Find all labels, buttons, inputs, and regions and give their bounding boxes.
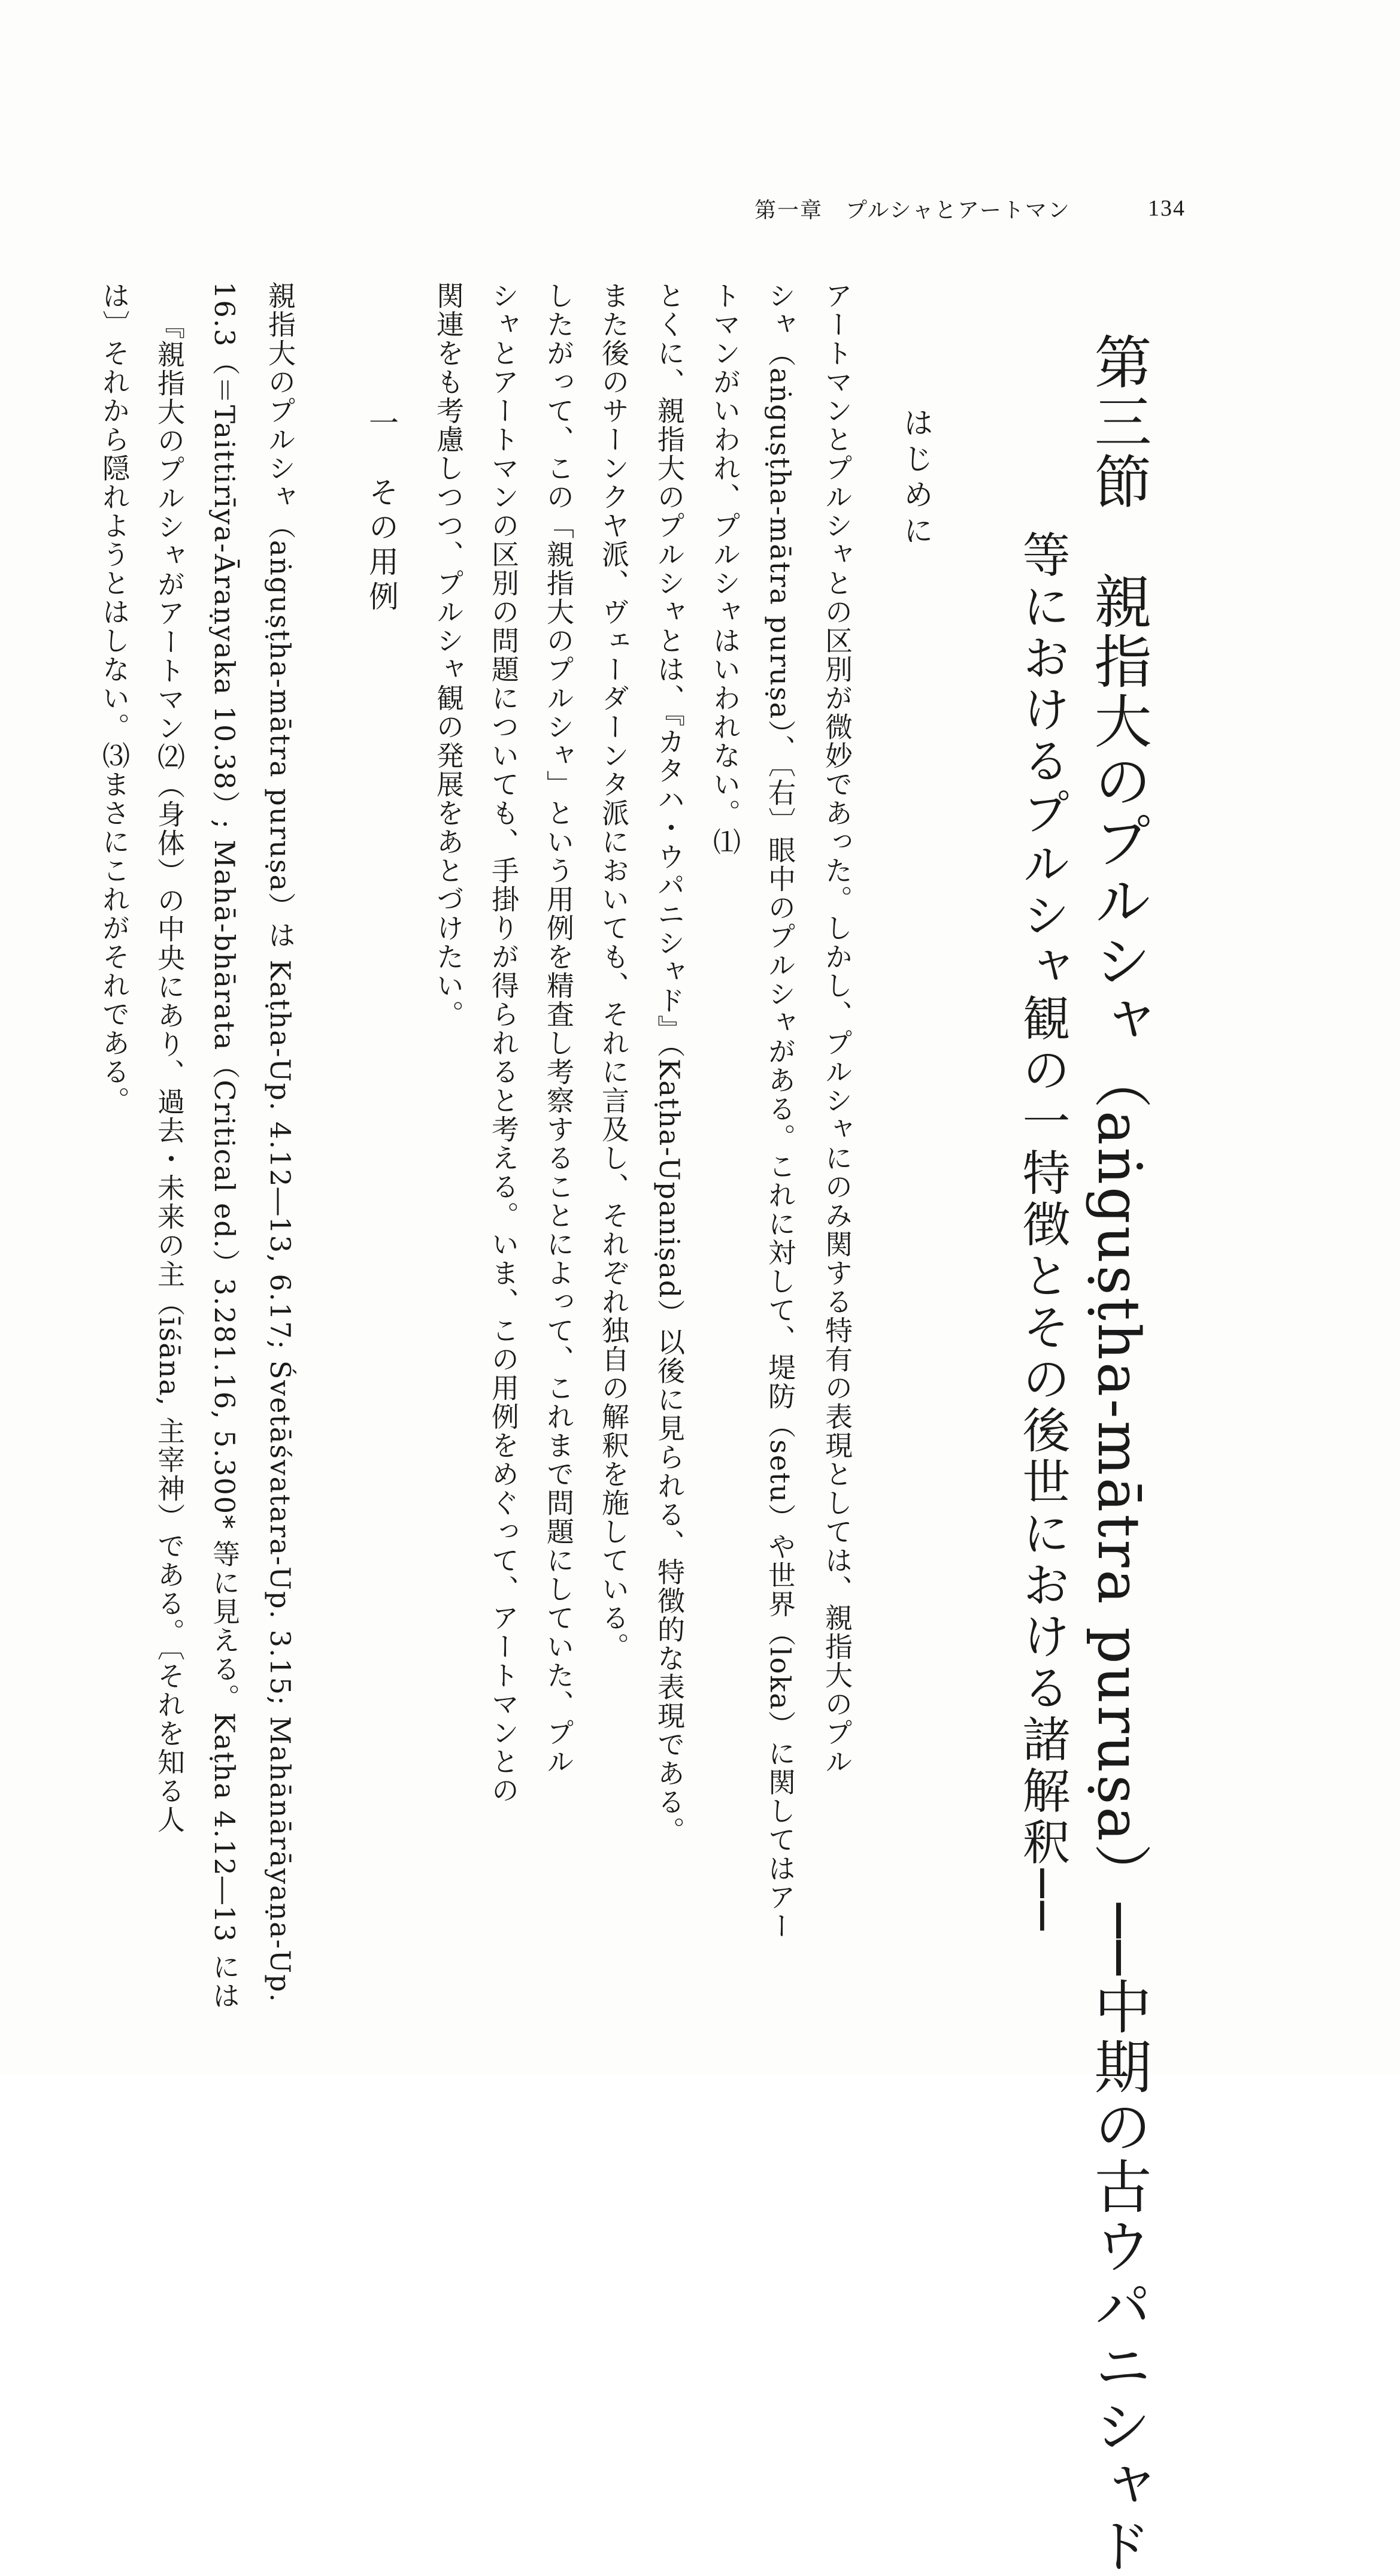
example-line: 『親指大のプルシャがアートマン⑵（身体）の中央にあり、過去・未来の主（īśāna, 主宰神）である。〔それを知る人 <box>153 311 186 1835</box>
intro-heading: はじめに <box>899 407 934 551</box>
intro-line: トマンがいわれ、プルシャはいわれない。⑴ <box>709 281 741 856</box>
example-line: は〕それから隠れようとはしない。⑶まさにこれがそれである。 <box>98 281 131 1115</box>
example-line: 16.3（＝Taittirīya-Āraṇyaka 10.38）; Mahā-bhārata（Critical ed.）3.281.16, 5.300* 等に見える。Kaṭha 4.12―13 には <box>208 281 241 2011</box>
section-title: 第三節 親指大のプルシャ（aṅguṣṭha-mātra puruṣa）──中期の古ウパニシャド <box>1085 332 1152 2576</box>
intro-line: 関連をも考慮しつつ、プルシャ観の発展をあとづけたい。 <box>432 281 465 1029</box>
part-one-heading: 一 その用例 <box>364 407 399 616</box>
intro-line: とくに、親指大のプルシャとは、『カタハ・ウパニシャド』（Kaṭha-Upaniṣad）以後に見られる、特徴的な表現である。 <box>653 281 686 1845</box>
chapter-title: 第一章 プルシャとアートマン <box>754 198 1071 223</box>
intro-line: アートマンとプルシャとの区別が微妙であった。しかし、プルシャにのみ関する特有の表現としては、親指大のプル <box>821 281 853 1776</box>
page-number: 134 <box>1148 196 1186 221</box>
intro-line: シャ（aṅguṣṭha-mātra puruṣa）、〔右〕眼中のプルシャがある。これに対して、堤防（setu）や世界（loka）に関してはアー <box>764 281 796 1941</box>
intro-line: また後のサーンクヤ派、ヴェーダーンタ派においても、それに言及し、それぞれ独自の解釈を施している。 <box>598 281 630 1661</box>
section-subtitle: 等におけるプルシャ観の一特徴とその後世における諸解釈── <box>1014 530 1070 1934</box>
intro-line: したがって、この「親指大のプルシャ」という用例を精査し考察することによって、これまで問題にしていた、プル <box>543 281 575 1776</box>
intro-line: シャとアートマンの区別の問題についても、手掛りが得られると考える。いま、この用例をめぐって、アートマンとの <box>487 281 520 1805</box>
example-line: 親指大のプルシャ（aṅguṣṭha-mātra puruṣa）は Kaṭha-Up. 4.12―13, 6.17; Śvetāśvatara-Up. 3.15; Mahānārāyaṇa-Up. <box>264 281 296 2004</box>
running-head <box>754 190 1186 226</box>
